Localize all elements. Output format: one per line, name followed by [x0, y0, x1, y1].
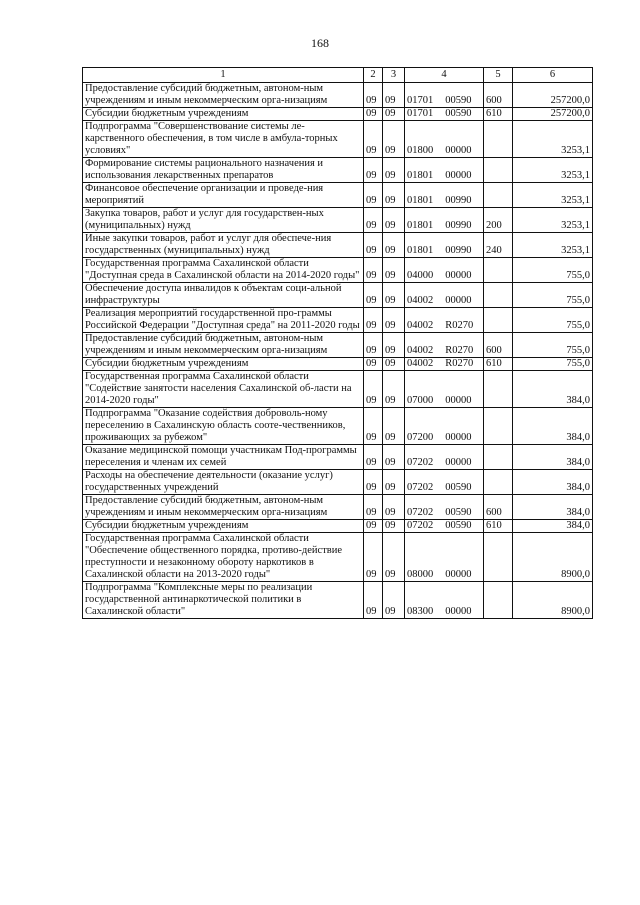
row-amount: 257200,0	[513, 108, 593, 121]
row-subsection: 09	[383, 408, 405, 445]
table-row	[83, 371, 593, 408]
table-row	[83, 495, 593, 520]
row-subsection: 09	[383, 582, 405, 619]
table-row	[83, 533, 593, 582]
page-number: 168	[311, 36, 329, 50]
row-name: Подпрограмма "Комплексные меры по реализации государственной антинаркотической политики в Сахалинской области"	[83, 582, 364, 619]
row-expense-type	[484, 470, 513, 495]
row-amount: 384,0	[513, 520, 593, 533]
row-expense-type	[484, 445, 513, 470]
row-section: 09	[364, 520, 383, 533]
table-row	[83, 233, 593, 258]
row-program-code: 07202	[407, 520, 434, 531]
row-direction-code: 00590	[445, 482, 472, 493]
row-program-code: 01801	[407, 195, 434, 206]
row-expense-type	[484, 158, 513, 183]
row-target-code	[405, 308, 484, 333]
row-direction-code: 00000	[445, 395, 472, 406]
table-row	[83, 520, 593, 533]
header-col-5: 5	[484, 68, 513, 83]
row-direction-code: 00590	[445, 507, 472, 518]
header-col-6: 6	[513, 68, 593, 83]
table-row	[83, 208, 593, 233]
row-section: 09	[364, 470, 383, 495]
row-subsection: 09	[383, 520, 405, 533]
row-section: 09	[364, 333, 383, 358]
row-amount: 3253,1	[513, 233, 593, 258]
table-row	[83, 108, 593, 121]
row-subsection: 09	[383, 83, 405, 108]
row-subsection: 09	[383, 158, 405, 183]
row-amount: 755,0	[513, 333, 593, 358]
row-direction-code: 00990	[445, 245, 472, 256]
row-expense-type	[484, 533, 513, 582]
row-program-code: 07202	[407, 457, 434, 468]
row-name: Субсидии бюджетным учреждениям	[83, 520, 364, 533]
row-subsection: 09	[383, 258, 405, 283]
row-program-code: 04002	[407, 358, 434, 369]
row-section: 09	[364, 283, 383, 308]
header-col-2: 2	[364, 68, 383, 83]
row-subsection: 09	[383, 495, 405, 520]
row-program-code: 01801	[407, 220, 434, 231]
row-target-code	[405, 108, 484, 121]
row-target-code	[405, 520, 484, 533]
row-amount: 3253,1	[513, 121, 593, 158]
row-section: 09	[364, 233, 383, 258]
row-target-code	[405, 283, 484, 308]
row-name: Государственная программа Сахалинской области "Содействие занятости населения Сахалинской об-ласти на 2014-2020 годы"	[83, 371, 364, 408]
row-section: 09	[364, 308, 383, 333]
table-row	[83, 83, 593, 108]
row-target-code	[405, 183, 484, 208]
row-program-code: 04000	[407, 270, 434, 281]
row-amount: 257200,0	[513, 83, 593, 108]
budget-table	[82, 67, 593, 619]
row-subsection: 09	[383, 233, 405, 258]
row-section: 09	[364, 208, 383, 233]
row-program-code: 08300	[407, 606, 434, 617]
row-name: Обеспечение доступа инвалидов к объектам соци-альной инфраструктуры	[83, 283, 364, 308]
row-name: Государственная программа Сахалинской области "Обеспечение общественного порядка, противо-действие преступности и незаконному обороту наркотиков в Сахалинской области на 2013-2020 годы"	[83, 533, 364, 582]
row-target-code	[405, 408, 484, 445]
row-expense-type	[484, 308, 513, 333]
row-direction-code: 00000	[445, 295, 472, 306]
row-section: 09	[364, 358, 383, 371]
row-direction-code: 00000	[445, 457, 472, 468]
row-target-code	[405, 533, 484, 582]
table-row	[83, 308, 593, 333]
row-target-code	[405, 371, 484, 408]
row-name: Иные закупки товаров, работ и услуг для обеспече-ния государственных (муниципальных) нужд	[83, 233, 364, 258]
row-program-code: 04002	[407, 345, 434, 356]
row-target-code	[405, 445, 484, 470]
row-expense-type	[484, 258, 513, 283]
table-row	[83, 445, 593, 470]
row-subsection: 09	[383, 358, 405, 371]
row-expense-type	[484, 408, 513, 445]
table-row	[83, 121, 593, 158]
row-target-code	[405, 121, 484, 158]
row-expense-type: 610	[484, 520, 513, 533]
row-subsection: 09	[383, 333, 405, 358]
row-section: 09	[364, 371, 383, 408]
row-subsection: 09	[383, 533, 405, 582]
row-subsection: 09	[383, 208, 405, 233]
row-name: Реализация мероприятий государственной про-граммы Российской Федерации "Доступная среда" на 2011-2020 годы	[83, 308, 364, 333]
row-amount: 3253,1	[513, 158, 593, 183]
row-expense-type: 600	[484, 83, 513, 108]
table-row	[83, 358, 593, 371]
row-section: 09	[364, 533, 383, 582]
row-subsection: 09	[383, 283, 405, 308]
row-target-code	[405, 158, 484, 183]
row-direction-code: R0270	[445, 345, 474, 356]
row-name: Формирование системы рационального назначения и использования лекарственных препаратов	[83, 158, 364, 183]
row-expense-type: 610	[484, 108, 513, 121]
row-section: 09	[364, 83, 383, 108]
row-section: 09	[364, 445, 383, 470]
row-section: 09	[364, 158, 383, 183]
row-direction-code: 00000	[445, 145, 472, 156]
row-name: Расходы на обеспечение деятельности (оказание услуг) государственных учреждений	[83, 470, 364, 495]
row-program-code: 01801	[407, 245, 434, 256]
row-section: 09	[364, 495, 383, 520]
row-direction-code: 00000	[445, 170, 472, 181]
row-program-code: 01800	[407, 145, 434, 156]
row-amount: 755,0	[513, 283, 593, 308]
row-amount: 8900,0	[513, 582, 593, 619]
row-program-code: 07202	[407, 507, 434, 518]
row-name: Предоставление субсидий бюджетным, автоном-ным учреждениям и иным некоммерческим орга-низациям	[83, 495, 364, 520]
row-expense-type	[484, 582, 513, 619]
row-amount: 384,0	[513, 495, 593, 520]
row-direction-code: 00000	[445, 270, 472, 281]
row-target-code	[405, 208, 484, 233]
row-target-code	[405, 233, 484, 258]
row-expense-type	[484, 283, 513, 308]
table-row	[83, 582, 593, 619]
row-name: Государственная программа Сахалинской области "Доступная среда в Сахалинской области на 2014-2020 годы"	[83, 258, 364, 283]
row-subsection: 09	[383, 308, 405, 333]
row-direction-code: 00990	[445, 220, 472, 231]
row-section: 09	[364, 183, 383, 208]
table-row	[83, 470, 593, 495]
row-target-code	[405, 358, 484, 371]
row-target-code	[405, 495, 484, 520]
row-subsection: 09	[383, 470, 405, 495]
row-target-code	[405, 83, 484, 108]
row-amount: 3253,1	[513, 208, 593, 233]
header-col-1: 1	[83, 68, 364, 83]
row-name: Подпрограмма "Совершенствование системы ле-карственного обеспечения, в том числе в амбула-торных условиях"	[83, 121, 364, 158]
row-target-code	[405, 582, 484, 619]
row-expense-type	[484, 183, 513, 208]
row-subsection: 09	[383, 108, 405, 121]
row-section: 09	[364, 582, 383, 619]
row-expense-type: 610	[484, 358, 513, 371]
row-direction-code: 00990	[445, 195, 472, 206]
row-expense-type: 600	[484, 333, 513, 358]
row-program-code: 04002	[407, 295, 434, 306]
table-row	[83, 158, 593, 183]
row-expense-type	[484, 121, 513, 158]
row-direction-code: R0270	[445, 320, 474, 331]
header-col-3: 3	[383, 68, 405, 83]
row-expense-type: 200	[484, 208, 513, 233]
row-amount: 3253,1	[513, 183, 593, 208]
row-name: Предоставление субсидий бюджетным, автоном-ным учреждениям и иным некоммерческим орга-низациям	[83, 83, 364, 108]
row-section: 09	[364, 108, 383, 121]
row-expense-type: 240	[484, 233, 513, 258]
row-program-code: 07000	[407, 395, 434, 406]
row-amount: 755,0	[513, 258, 593, 283]
row-program-code: 07200	[407, 432, 434, 443]
row-name: Закупка товаров, работ и услуг для государствен-ных (муниципальных) нужд	[83, 208, 364, 233]
row-name: Субсидии бюджетным учреждениям	[83, 108, 364, 121]
row-program-code: 07202	[407, 482, 434, 493]
row-program-code: 08000	[407, 569, 434, 580]
table-header-row	[83, 68, 593, 83]
row-name: Подпрограмма "Оказание содействия доброволь-ному переселению в Сахалинскую область сооте-чественников, проживающих за рубежом"	[83, 408, 364, 445]
row-program-code: 01701	[407, 108, 434, 119]
row-direction-code: R0270	[445, 358, 474, 369]
table-row	[83, 258, 593, 283]
row-target-code	[405, 333, 484, 358]
row-section: 09	[364, 258, 383, 283]
row-section: 09	[364, 121, 383, 158]
row-target-code	[405, 258, 484, 283]
row-direction-code: 00000	[445, 606, 472, 617]
row-program-code: 01801	[407, 170, 434, 181]
table-row	[83, 408, 593, 445]
row-subsection: 09	[383, 183, 405, 208]
row-expense-type: 600	[484, 495, 513, 520]
row-subsection: 09	[383, 445, 405, 470]
row-direction-code: 00000	[445, 569, 472, 580]
row-direction-code: 00590	[445, 108, 472, 119]
row-name: Предоставление субсидий бюджетным, автоном-ным учреждениям и иным некоммерческим орга-низациям	[83, 333, 364, 358]
row-target-code	[405, 470, 484, 495]
row-program-code: 01701	[407, 95, 434, 106]
row-expense-type	[484, 371, 513, 408]
row-amount: 384,0	[513, 371, 593, 408]
row-section: 09	[364, 408, 383, 445]
header-col-4: 4	[405, 68, 484, 83]
table-row	[83, 183, 593, 208]
row-direction-code: 00000	[445, 432, 472, 443]
row-amount: 384,0	[513, 408, 593, 445]
table-row	[83, 283, 593, 308]
row-direction-code: 00590	[445, 95, 472, 106]
row-subsection: 09	[383, 371, 405, 408]
row-amount: 384,0	[513, 445, 593, 470]
row-direction-code: 00590	[445, 520, 472, 531]
row-name: Финансовое обеспечение организации и проведе-ния мероприятий	[83, 183, 364, 208]
row-subsection: 09	[383, 121, 405, 158]
table-row	[83, 333, 593, 358]
row-program-code: 04002	[407, 320, 434, 331]
row-name: Оказание медицинской помощи участникам Под-программы переселения и членам их семей	[83, 445, 364, 470]
row-amount: 8900,0	[513, 533, 593, 582]
row-amount: 755,0	[513, 308, 593, 333]
row-amount: 384,0	[513, 470, 593, 495]
row-name: Субсидии бюджетным учреждениям	[83, 358, 364, 371]
row-amount: 755,0	[513, 358, 593, 371]
